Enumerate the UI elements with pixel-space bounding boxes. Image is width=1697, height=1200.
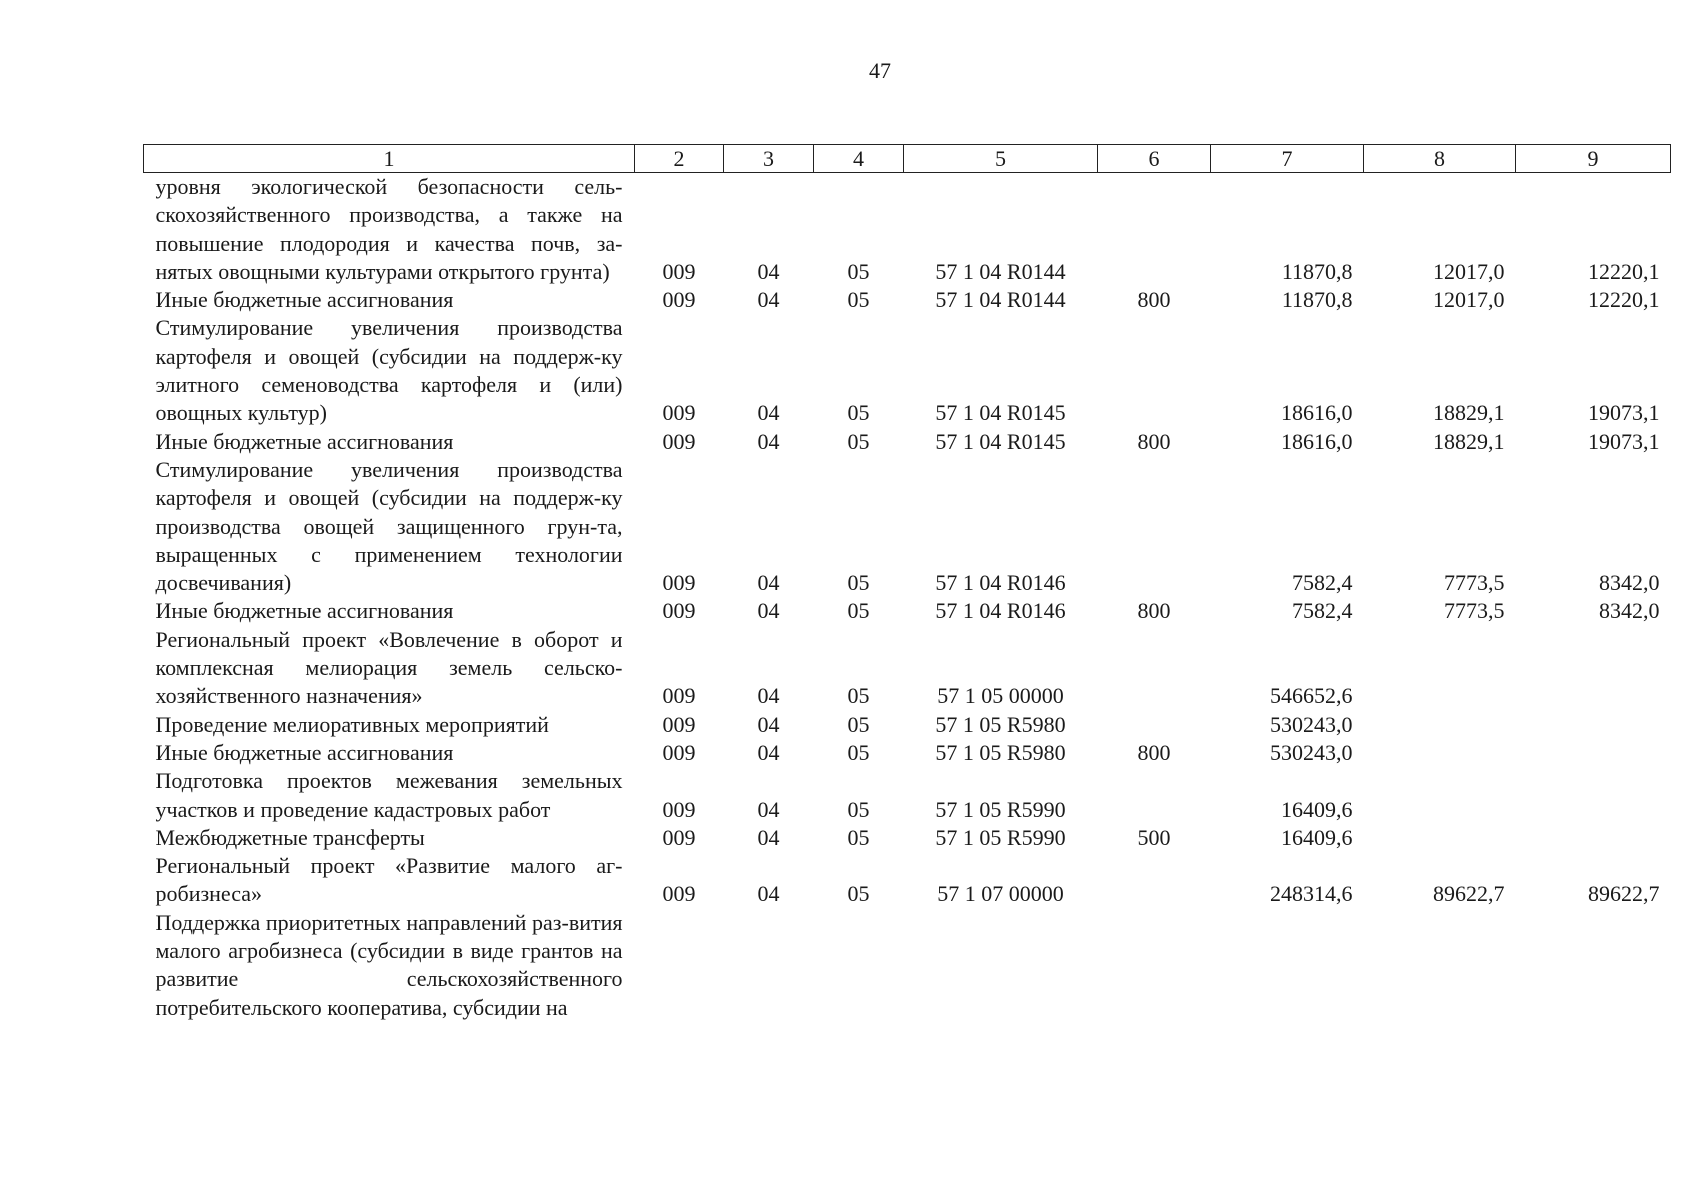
cell-amount-col9 [1516, 739, 1671, 767]
cell-target-article: 57 1 04 R0146 [935, 598, 1066, 624]
cell-amount-col8 [1364, 767, 1516, 824]
cell-subsection-code: 05 [847, 428, 870, 454]
cell-amount-col9 [1516, 824, 1671, 852]
row-description: Подготовка проектов межевания земельных участков и проведение кадастровых работ [155, 768, 623, 822]
cell-amount-col9: 8342,0 [1599, 570, 1660, 596]
cell-section-code: 04 [757, 258, 780, 284]
cell-subsection-code: 05 [847, 570, 870, 596]
row-description: Иные бюджетные ассигнования [155, 287, 454, 313]
cell-subsection-code: 05 [847, 824, 870, 850]
cell-target-article: 57 1 04 R0145 [935, 400, 1066, 426]
cell-ministry-code: 009 [662, 739, 696, 765]
table-header [144, 145, 1671, 173]
row-description: Межбюджетные трансферты [155, 824, 425, 850]
cell-expense-type [1098, 456, 1211, 597]
cell-subsection-code: 05 [847, 881, 870, 907]
cell-subsection-code: 05 [847, 400, 870, 426]
cell-target-article: 57 1 04 R0145 [935, 428, 1066, 454]
cell-amount-col7: 18616,0 [1281, 428, 1353, 454]
cell-ministry-code: 009 [662, 570, 696, 596]
cell-amount-col8 [1364, 739, 1516, 767]
header-col-5: 5 [904, 145, 1098, 173]
cell-amount-col7: 248314,6 [1270, 881, 1353, 907]
cell-section-code: 04 [757, 711, 780, 737]
page-number: 47 [869, 58, 891, 83]
cell-ministry-code: 009 [662, 400, 696, 426]
row-description: Иные бюджетные ассигнования [155, 428, 454, 454]
cell-amount-col9 [1516, 767, 1671, 824]
table-row [144, 711, 1671, 739]
cell-target-article: 57 1 05 R5980 [935, 739, 1066, 765]
cell-expense-type [1098, 626, 1211, 711]
cell-amount-col7: 18616,0 [1281, 400, 1353, 426]
cell-section-code: 04 [757, 683, 780, 709]
cell-amount-col7: 16409,6 [1281, 796, 1353, 822]
table-row [144, 428, 1671, 456]
budget-table [143, 144, 1671, 1022]
cell-amount-col8 [1364, 626, 1516, 711]
row-description: уровня экологической безопасности сель-скохозяйственного производства, а также на повышение плодородия и качества почв, за-нятых овощными культурами открытого грунта) [155, 174, 623, 284]
cell-amount-col7: 530243,0 [1270, 711, 1353, 737]
cell-amount-col8: 18829,1 [1433, 428, 1505, 454]
cell-amount-col7: 546652,6 [1270, 683, 1353, 709]
cell-amount-col8 [1364, 824, 1516, 852]
table-row [144, 626, 1671, 711]
table-row [144, 852, 1671, 909]
cell-amount-col7: 7582,4 [1292, 570, 1353, 596]
cell-section-code: 04 [757, 287, 780, 313]
cell-target-article: 57 1 05 R5990 [935, 824, 1066, 850]
cell-amount-col7: 7582,4 [1292, 598, 1353, 624]
table-row [144, 314, 1671, 427]
header-row [144, 145, 1671, 173]
cell-target-article [904, 909, 1098, 1022]
cell-subsection-code: 05 [847, 258, 870, 284]
budget-table-container [143, 144, 1671, 1022]
row-description: Иные бюджетные ассигнования [155, 598, 454, 624]
cell-target-article: 57 1 04 R0146 [935, 570, 1066, 596]
header-col-2: 2 [635, 145, 724, 173]
cell-ministry-code: 009 [662, 258, 696, 284]
cell-subsection-code: 05 [847, 683, 870, 709]
cell-expense-type: 800 [1137, 739, 1171, 765]
cell-target-article: 57 1 04 R0144 [935, 258, 1066, 284]
cell-target-article: 57 1 05 R5990 [935, 796, 1066, 822]
row-description: Стимулирование увеличения производства картофеля и овощей (субсидии на поддерж-ку производства овощей защищенного грун-та, выращенных с применением технологии досвечивания) [155, 456, 623, 596]
cell-ministry-code: 009 [662, 598, 696, 624]
header-col-7: 7 [1211, 145, 1364, 173]
row-description: Проведение мелиоративных мероприятий [155, 711, 549, 737]
cell-amount-col9 [1516, 626, 1671, 711]
cell-amount-col7: 16409,6 [1281, 824, 1353, 850]
cell-amount-col8: 12017,0 [1433, 258, 1505, 284]
cell-section-code: 04 [757, 570, 780, 596]
cell-amount-col8: 7773,5 [1444, 570, 1505, 596]
cell-section-code [724, 909, 814, 1022]
cell-subsection-code: 05 [847, 796, 870, 822]
table-row [144, 597, 1671, 625]
table-row [144, 456, 1671, 597]
cell-subsection-code: 05 [847, 598, 870, 624]
cell-ministry-code: 009 [662, 428, 696, 454]
header-col-1: 1 [144, 145, 635, 173]
cell-amount-col9 [1516, 711, 1671, 739]
cell-amount-col9: 19073,1 [1588, 400, 1660, 426]
cell-expense-type [1098, 909, 1211, 1022]
cell-target-article: 57 1 05 00000 [937, 683, 1064, 709]
cell-ministry-code: 009 [662, 796, 696, 822]
cell-section-code: 04 [757, 796, 780, 822]
cell-expense-type: 800 [1137, 428, 1171, 454]
row-description: Стимулирование увеличения производства картофеля и овощей (субсидии на поддерж-ку элитного семеноводства картофеля и (или) овощных культур) [155, 315, 623, 426]
cell-expense-type: 800 [1137, 287, 1171, 313]
cell-expense-type: 500 [1137, 824, 1171, 850]
table-row [144, 739, 1671, 767]
cell-amount-col7: 11870,8 [1281, 258, 1353, 284]
cell-subsection-code: 05 [847, 739, 870, 765]
cell-section-code: 04 [757, 400, 780, 426]
row-description: Поддержка приоритетных направлений раз-вития малого агробизнеса (субсидии в виде грантов на развитие сельскохозяйственного потребительского кооператива, субсидии на [155, 909, 623, 1020]
cell-amount-col9: 89622,7 [1588, 881, 1660, 907]
table-row [144, 909, 1671, 1022]
cell-ministry-code: 009 [662, 683, 696, 709]
cell-expense-type [1098, 711, 1211, 739]
table-row [144, 173, 1671, 287]
cell-amount-col9: 12220,1 [1588, 287, 1660, 313]
cell-subsection-code: 05 [847, 711, 870, 737]
cell-target-article: 57 1 05 R5980 [935, 711, 1066, 737]
cell-amount-col9: 8342,0 [1599, 598, 1660, 624]
row-description: Иные бюджетные ассигнования [155, 739, 454, 765]
cell-section-code: 04 [757, 598, 780, 624]
header-col-3: 3 [724, 145, 814, 173]
cell-expense-type [1098, 767, 1211, 824]
cell-section-code: 04 [757, 428, 780, 454]
cell-amount-col8: 12017,0 [1433, 287, 1505, 313]
table-row [144, 286, 1671, 314]
table-row [144, 767, 1671, 824]
table-body [144, 173, 1671, 1022]
cell-amount-col7 [1211, 909, 1364, 1022]
cell-section-code: 04 [757, 881, 780, 907]
cell-amount-col9: 12220,1 [1588, 258, 1660, 284]
cell-ministry-code: 009 [662, 711, 696, 737]
cell-amount-col9 [1516, 909, 1671, 1022]
row-description: Региональный проект «Вовлечение в оборот и комплексная мелиорация земель сельско-хозяйственного назначения» [155, 626, 623, 709]
cell-amount-col7: 11870,8 [1281, 287, 1353, 313]
cell-subsection-code: 05 [847, 287, 870, 313]
row-description: Региональный проект «Развитие малого аг-робизнеса» [155, 853, 623, 907]
header-col-4: 4 [814, 145, 904, 173]
table-row [144, 824, 1671, 852]
header-col-6: 6 [1098, 145, 1211, 173]
cell-amount-col8: 89622,7 [1433, 881, 1505, 907]
header-col-8: 8 [1364, 145, 1516, 173]
cell-ministry-code: 009 [662, 881, 696, 907]
cell-section-code: 04 [757, 824, 780, 850]
header-col-9: 9 [1516, 145, 1671, 173]
cell-amount-col8 [1364, 711, 1516, 739]
cell-ministry-code: 009 [662, 287, 696, 313]
cell-target-article: 57 1 04 R0144 [935, 287, 1066, 313]
cell-amount-col8 [1364, 909, 1516, 1022]
cell-amount-col8: 7773,5 [1444, 598, 1505, 624]
cell-target-article: 57 1 07 00000 [937, 881, 1064, 907]
cell-expense-type: 800 [1137, 598, 1171, 624]
cell-section-code: 04 [757, 739, 780, 765]
cell-ministry-code [635, 909, 724, 1022]
cell-expense-type [1098, 314, 1211, 427]
cell-subsection-code [814, 909, 904, 1022]
cell-ministry-code: 009 [662, 824, 696, 850]
cell-amount-col8: 18829,1 [1433, 400, 1505, 426]
cell-amount-col7: 530243,0 [1270, 739, 1353, 765]
cell-expense-type [1098, 852, 1211, 909]
cell-amount-col9: 19073,1 [1588, 428, 1660, 454]
cell-expense-type [1098, 173, 1211, 287]
